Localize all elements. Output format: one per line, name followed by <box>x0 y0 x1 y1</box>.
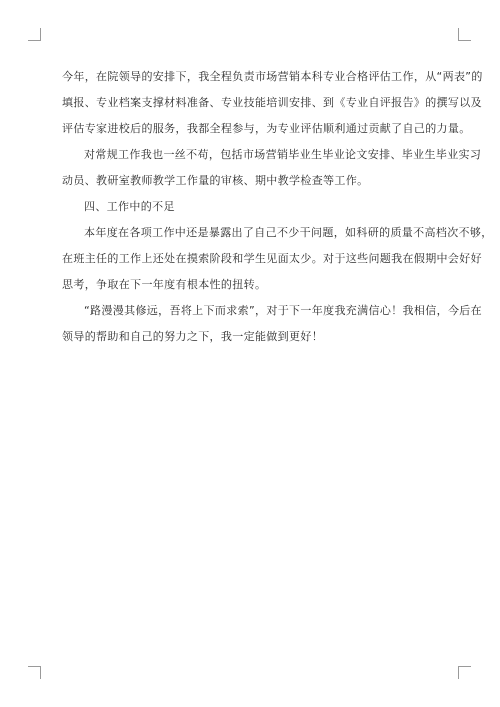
text-line: 在班主任的工作上还处在摸索阶段和学生见面太少。对于这些问题我在假期中会好好 <box>62 252 482 265</box>
text-line: 今年，在院领导的安排下，我全程负责市场营销本科专业合格评估工作，从“两表”的 <box>62 70 483 83</box>
text-line: 本年度在各项工作中还是暴露出了自己不少干问题，如科研的质量不高档次不够， <box>84 226 493 239</box>
paragraph-shortcomings <box>62 220 493 298</box>
document-body <box>62 64 493 350</box>
corner-mark-top-right <box>458 28 471 41</box>
paragraph-evaluation-work <box>62 64 483 142</box>
text-line: 对常规工作我也一丝不苟，包括市场营销毕业生毕业论文安排、毕业生毕业实习 <box>84 148 482 161</box>
section-heading-shortcomings <box>62 194 442 220</box>
text-line: 动员、教研室教师教学工作量的审核、期中教学检查等工作。 <box>62 174 369 187</box>
paragraph-routine-work <box>62 142 482 194</box>
corner-mark-top-left <box>28 28 41 41</box>
text-line: 填报、专业档案支撑材料准备、专业技能培训安排、到《专业自评报告》的撰写以及 <box>62 96 482 109</box>
corner-mark-bottom-right <box>458 666 471 679</box>
text-line: 领导的帮助和自己的努力之下，我一定能做到更好！ <box>62 330 324 343</box>
paragraph-outlook <box>62 298 482 350</box>
text-line: 评估专家进校后的服务，我都全程参与，为专业评估顺利通过贡献了自己的力量。 <box>62 122 471 135</box>
corner-mark-bottom-left <box>28 666 41 679</box>
text-line: “路漫漫其修远，吾将上下而求索”，对于下一年度我充满信心！我相信，今后在 <box>84 304 482 317</box>
text-line: 思考，争取在下一年度有根本性的扭转。 <box>62 278 267 291</box>
section-heading: 四、工作中的不足 <box>84 200 175 213</box>
